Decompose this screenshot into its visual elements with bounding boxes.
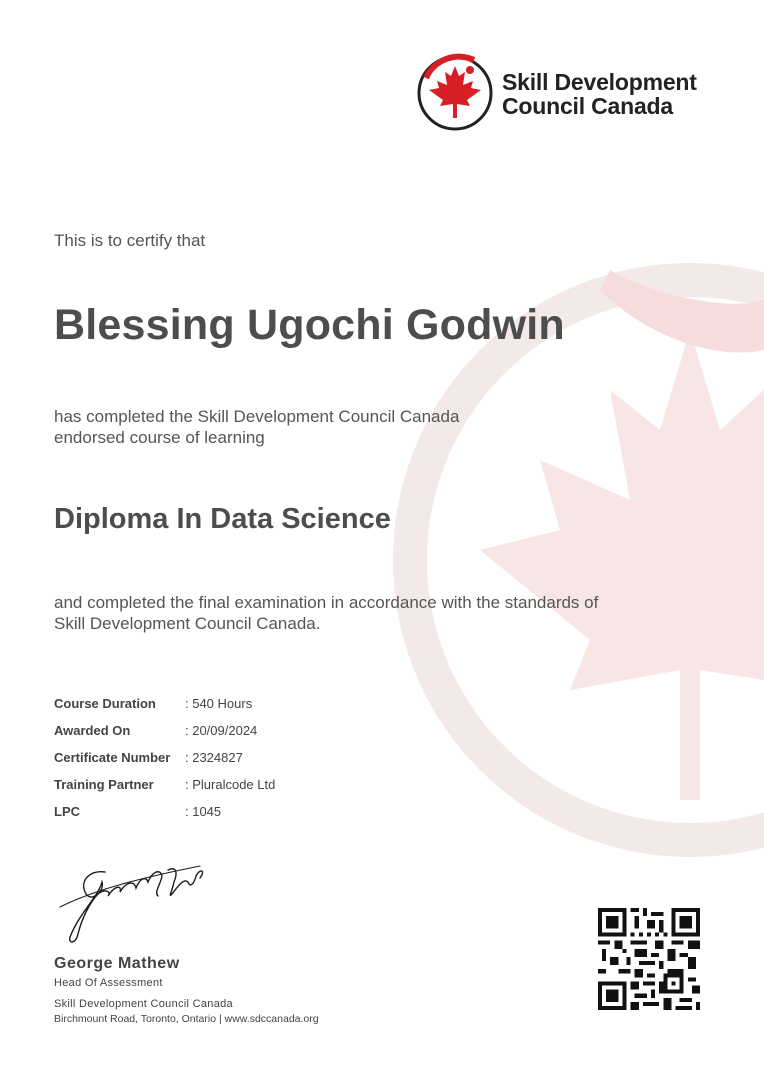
signatory-name: George Mathew [54,955,180,972]
detail-label: LPC [54,804,80,819]
detail-row-duration [54,690,275,717]
signatory-address: Birchmount Road, Toronto, Ontario | www.sdccanada.org [54,1013,319,1025]
completion-statement [54,406,459,448]
signature [50,852,210,947]
exam-line-1: and completed the final examination in accordance with the standards of [54,593,599,612]
detail-label: Course Duration [54,696,156,711]
detail-value: : 540 Hours [185,696,253,711]
certify-intro: This is to certify that [54,231,206,250]
logo-text-line1: Skill Development [502,69,697,95]
detail-label: Training Partner [54,777,154,792]
signatory-organization: Skill Development Council Canada [54,998,233,1010]
signatory-title: Head Of Assessment [54,977,163,989]
detail-value: : 20/09/2024 [185,723,258,738]
detail-value: : 2324827 [185,750,243,765]
logo-text-line2: Council Canada [502,93,674,119]
recipient-name: Blessing Ugochi Godwin [54,301,565,349]
qr-code[interactable] [598,908,700,1010]
detail-label: Certificate Number [54,750,171,765]
detail-row-lpc [54,798,275,825]
exam-line-2: Skill Development Council Canada. [54,614,321,633]
logo [414,52,714,132]
detail-value: : Pluralcode Ltd [185,777,276,792]
detail-row-training-partner [54,771,275,798]
completion-line-2: endorsed course of learning [54,428,265,447]
detail-row-awarded [54,717,275,744]
detail-label: Awarded On [54,723,131,738]
details-table [54,690,275,825]
detail-value: : 1045 [185,804,222,819]
completion-line-1: has completed the Skill Development Council Canada [54,407,460,426]
course-title: Diploma In Data Science [54,503,391,535]
detail-row-certificate-number [54,744,275,771]
maple-leaf-logo-icon [414,52,496,134]
exam-statement [54,592,598,634]
